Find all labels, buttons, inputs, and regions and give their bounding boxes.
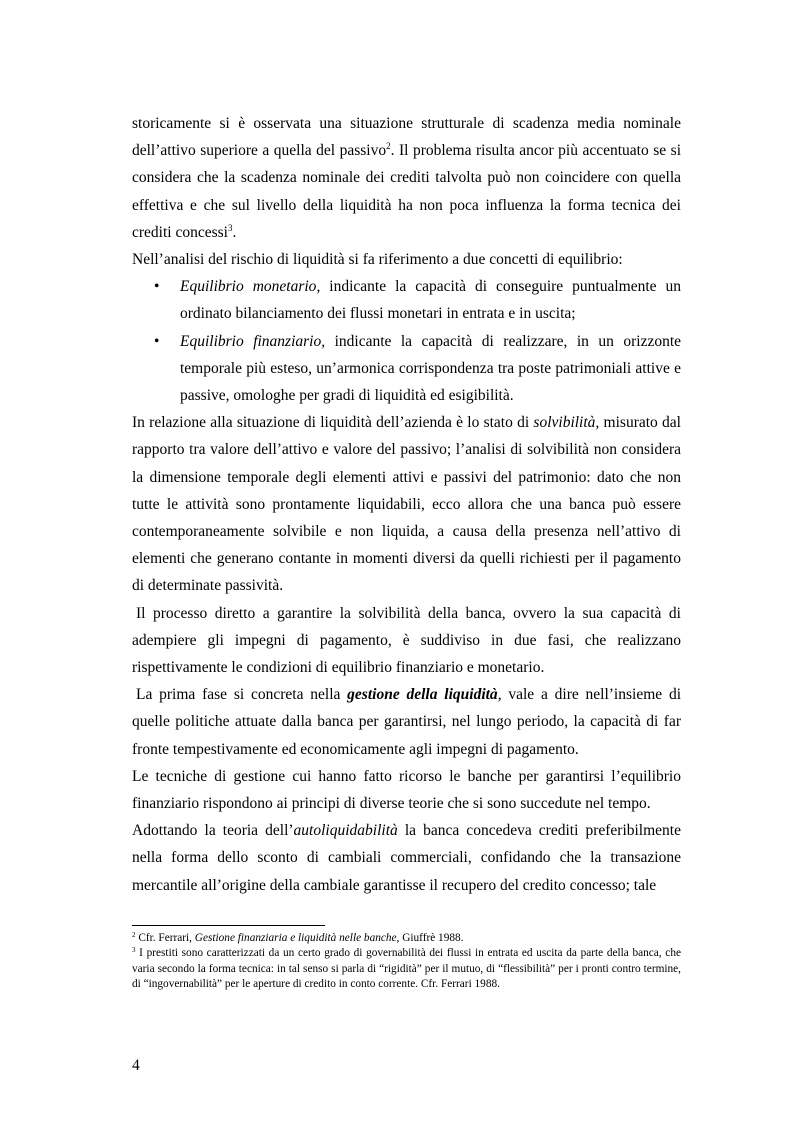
page-number: 4 — [132, 1057, 140, 1074]
body-text — [132, 110, 681, 899]
paragraph-6: Le tecniche di gestione cui hanno fatto ricorso le banche per garantirsi l’equilibrio finanziario rispondono ai principi di diverse teorie che si sono succedute nel tempo. — [132, 767, 681, 813]
footnote-2: $^2$ Cfr. Ferrari, Gestione finanziaria e liquidità nelle banche, Giuffrè 1988. — [132, 931, 464, 944]
bullet-icon: • — [154, 278, 160, 296]
footnote-separator — [132, 925, 325, 926]
footnote-ref-2: 2 — [386, 141, 391, 152]
bullet-icon: • — [154, 332, 160, 350]
list-item: • Equilibrio monetario, indicante la capacità di conseguire puntualmente un ordinato bilanciamento dei flussi monetari in entrata e in uscita; — [180, 273, 681, 327]
footnote-ref-3: 3 — [227, 222, 233, 233]
paragraph-5: La prima fase si concreta nella gestione della liquidità, vale a dire nell’insieme di quelle politiche attuate dalla banca per garantirsi, nel lungo periodo, la capacità di far fronte tempestivamente ed economicamente agli impegni di pagamento. — [132, 686, 681, 758]
paragraph-1: storicamente si è osservata una situazione strutturale di scadenza media nominale dell’attivo superiore a quella del passivo$^2$. Il problema risulta ancor più accentuato se si considera che la scadenza nominale dei crediti talvolta può non coincidere con quella effettiva e che sul livello della liquidità ha non poca influenza la forma tecnica dei crediti concessi$^3$. — [132, 115, 681, 241]
paragraph-7: Adottando la teoria dell’autoliquidabilità la banca concedeva crediti preferibilmente nella forma dello sconto di cambiali commerciali, confidando che la transazione mercantile all’origine della cambiale garantisse il recupero del credito concesso; tale — [132, 822, 681, 894]
footnote-3: $^3$ I prestiti sono caratterizzati da un certo grado di governabilità dei flussi in entrata ed uscita da parte della banca, che varia secondo la forma tecnica: in tal senso si parla di “rigidità” per il mutuo, di “flessibilità” per i pronti contro termine, di “ingovernabilità” per le aperture di credito in conto corrente. Cfr. Ferrari 1988. — [132, 946, 681, 990]
bullet-list — [132, 273, 681, 409]
paragraph-4: Il processo diretto a garantire la solvibilità della banca, ovvero la sua capacità di adempiere gli impegni di pagamento, è suddiviso in due fasi, che realizzano rispettivamente le condizioni di equilibrio finanziario e monetario. — [132, 604, 681, 677]
paragraph-2: Nell’analisi del rischio di liquidità si fa riferimento a due concetti di equilibrio: — [132, 251, 623, 269]
paragraph-3: In relazione alla situazione di liquidità dell’azienda è lo stato di solvibilità, misurato dal rapporto tra valore dell’attivo e valore del passivo; l’analisi di solvibilità non considera la dimensione temporale degli elementi attivi e passivi del patrimonio: dato che non tutte le attività sono prontamente liquidabili, ecco allora che una banca può essere contemporaneamente solvibile e non liquida, a causa della presenza nell’attivo di elementi che generano contante in momenti diversi da quelli richiesti per il pagamento di determinate passività. — [132, 414, 681, 595]
footnotes — [132, 931, 681, 992]
list-item: • Equilibrio finanziario, indicante la capacità di realizzare, in un orizzonte temporale più esteso, un’armonica corrispondenza tra poste patrimoniali attive e passive, omologhe per gradi di liquidità ed esigibilità. — [180, 328, 681, 410]
